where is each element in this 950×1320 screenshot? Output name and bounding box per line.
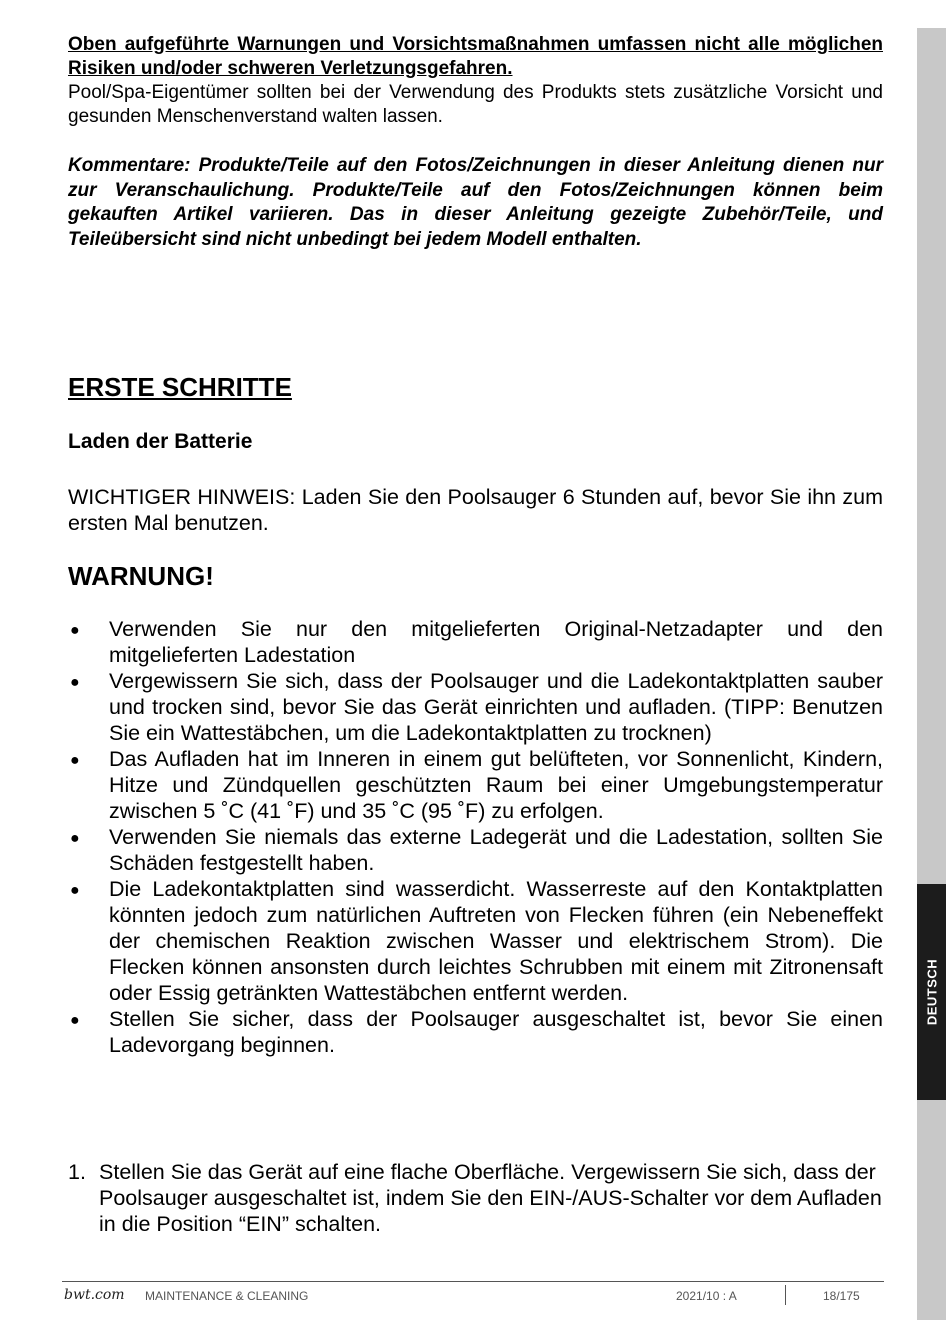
footer-divider <box>62 1281 884 1282</box>
bullet-icon: ● <box>70 674 80 691</box>
bullet-icon: ● <box>70 830 80 847</box>
list-item <box>68 876 883 1006</box>
steps-list <box>68 1159 883 1237</box>
list-item <box>68 616 883 668</box>
bullet-icon: ● <box>70 1012 80 1029</box>
bullet-icon: ● <box>70 882 80 899</box>
language-tab[interactable] <box>917 884 946 1100</box>
bullet-icon: ● <box>70 752 80 769</box>
list-item-text: Die Ladekontaktplatten sind wasserdicht. Wasserreste auf den Kontaktplatten könnten jedoch zum natürlichen Auftreten von Flecken führen (ein Nebeneffekt der chemischen Reaktion zwischen Wasser und elektrischem Strom). Die Flecken können ansonsten durch leichtes Schrubben mit einem mit Zitronensaft oder Essig getränkten Wattestäbchen entfernt werden. <box>109 877 883 1005</box>
comments-note: Kommentare: Produkte/Teile auf den Fotos/Zeichnungen in dieser Anleitung dienen nur zur Veranschaulichung. Produkte/Teile auf den Fotos/Zeichnungen können beim gekauften Artikel variieren. Das in dieser Anleitung gezeigte Zubehör/Teile, und Teileübersicht sind nicht unbedingt bei jedem Modell enthalten. <box>68 155 883 250</box>
list-item-text: Vergewissern Sie sich, dass der Poolsauger und die Ladekontaktplatten sauber und trocken sind, bevor Sie das Gerät einrichten und aufladen. (TIPP: Benutzen Sie ein Wattestäbchen, um die Ladekontaktplatten zu trocknen) <box>109 669 883 745</box>
list-item-text: Verwenden Sie niemals das externe Ladegerät und die Ladestation, sollten Sie Schäden festgestellt haben. <box>109 825 883 875</box>
list-item <box>68 746 883 824</box>
list-item-text: Das Aufladen hat im Inneren in einem gut belüfteten, vor Sonnenlicht, Kindern, Hitze und Zündquellen geschützten Raum bei einer Umgebungstemperatur zwischen 5 ˚C (41 ˚F) und 35 ˚C (95 ˚F) zu erfolgen. <box>109 747 883 823</box>
important-notice: WICHTIGER HINWEIS: Laden Sie den Poolsauger 6 Stunden auf, bevor Sie ihn zum ersten Mal benutzen. <box>68 485 883 535</box>
footer-revision: 2021/10 : A <box>676 1289 737 1303</box>
language-tab-label: DEUTSCH <box>924 958 939 1026</box>
bullet-icon: ● <box>70 622 80 639</box>
list-item-text: Verwenden Sie nur den mitgelieferten Original-Netzadapter und den mitgelieferten Ladestation <box>109 617 883 667</box>
step-number: 1. <box>68 1160 86 1184</box>
subsection-title: Laden der Batterie <box>68 430 253 453</box>
footer-separator <box>785 1285 786 1305</box>
side-bar <box>917 28 946 1320</box>
list-item <box>68 824 883 876</box>
warning-heading: WARNUNG! <box>68 561 214 591</box>
warning-list <box>68 616 883 1058</box>
intro-block <box>68 33 883 252</box>
brand-logo: bwt.com <box>64 1287 125 1303</box>
step-item <box>68 1159 883 1237</box>
footer-section-label: MAINTENANCE & CLEANING <box>145 1289 309 1303</box>
list-item <box>68 668 883 746</box>
page-number: 18/175 <box>823 1289 860 1303</box>
section-title: ERSTE SCHRITTE <box>68 372 292 402</box>
list-item <box>68 1006 883 1058</box>
list-item-text: Stellen Sie sicher, dass der Poolsauger ausgeschaltet ist, bevor Sie einen Ladevorgang beginnen. <box>109 1007 883 1057</box>
caution-note: Pool/Spa-Eigentümer sollten bei der Verwendung des Produkts stets zusätzliche Vorsicht und gesunden Menschenverstand walten lassen. <box>68 82 883 127</box>
risk-warning: Oben aufgeführte Warnungen und Vorsichtsmaßnahmen umfassen nicht alle möglichen Risiken und/oder schweren Verletzungsgefahren. <box>68 34 883 79</box>
step-text: Stellen Sie das Gerät auf eine flache Oberfläche. Vergewissern Sie sich, dass der Poolsauger ausgeschaltet ist, indem Sie den EIN-/AUS-Schalter vor dem Aufladen in die Position “EIN” schalten. <box>99 1160 882 1236</box>
